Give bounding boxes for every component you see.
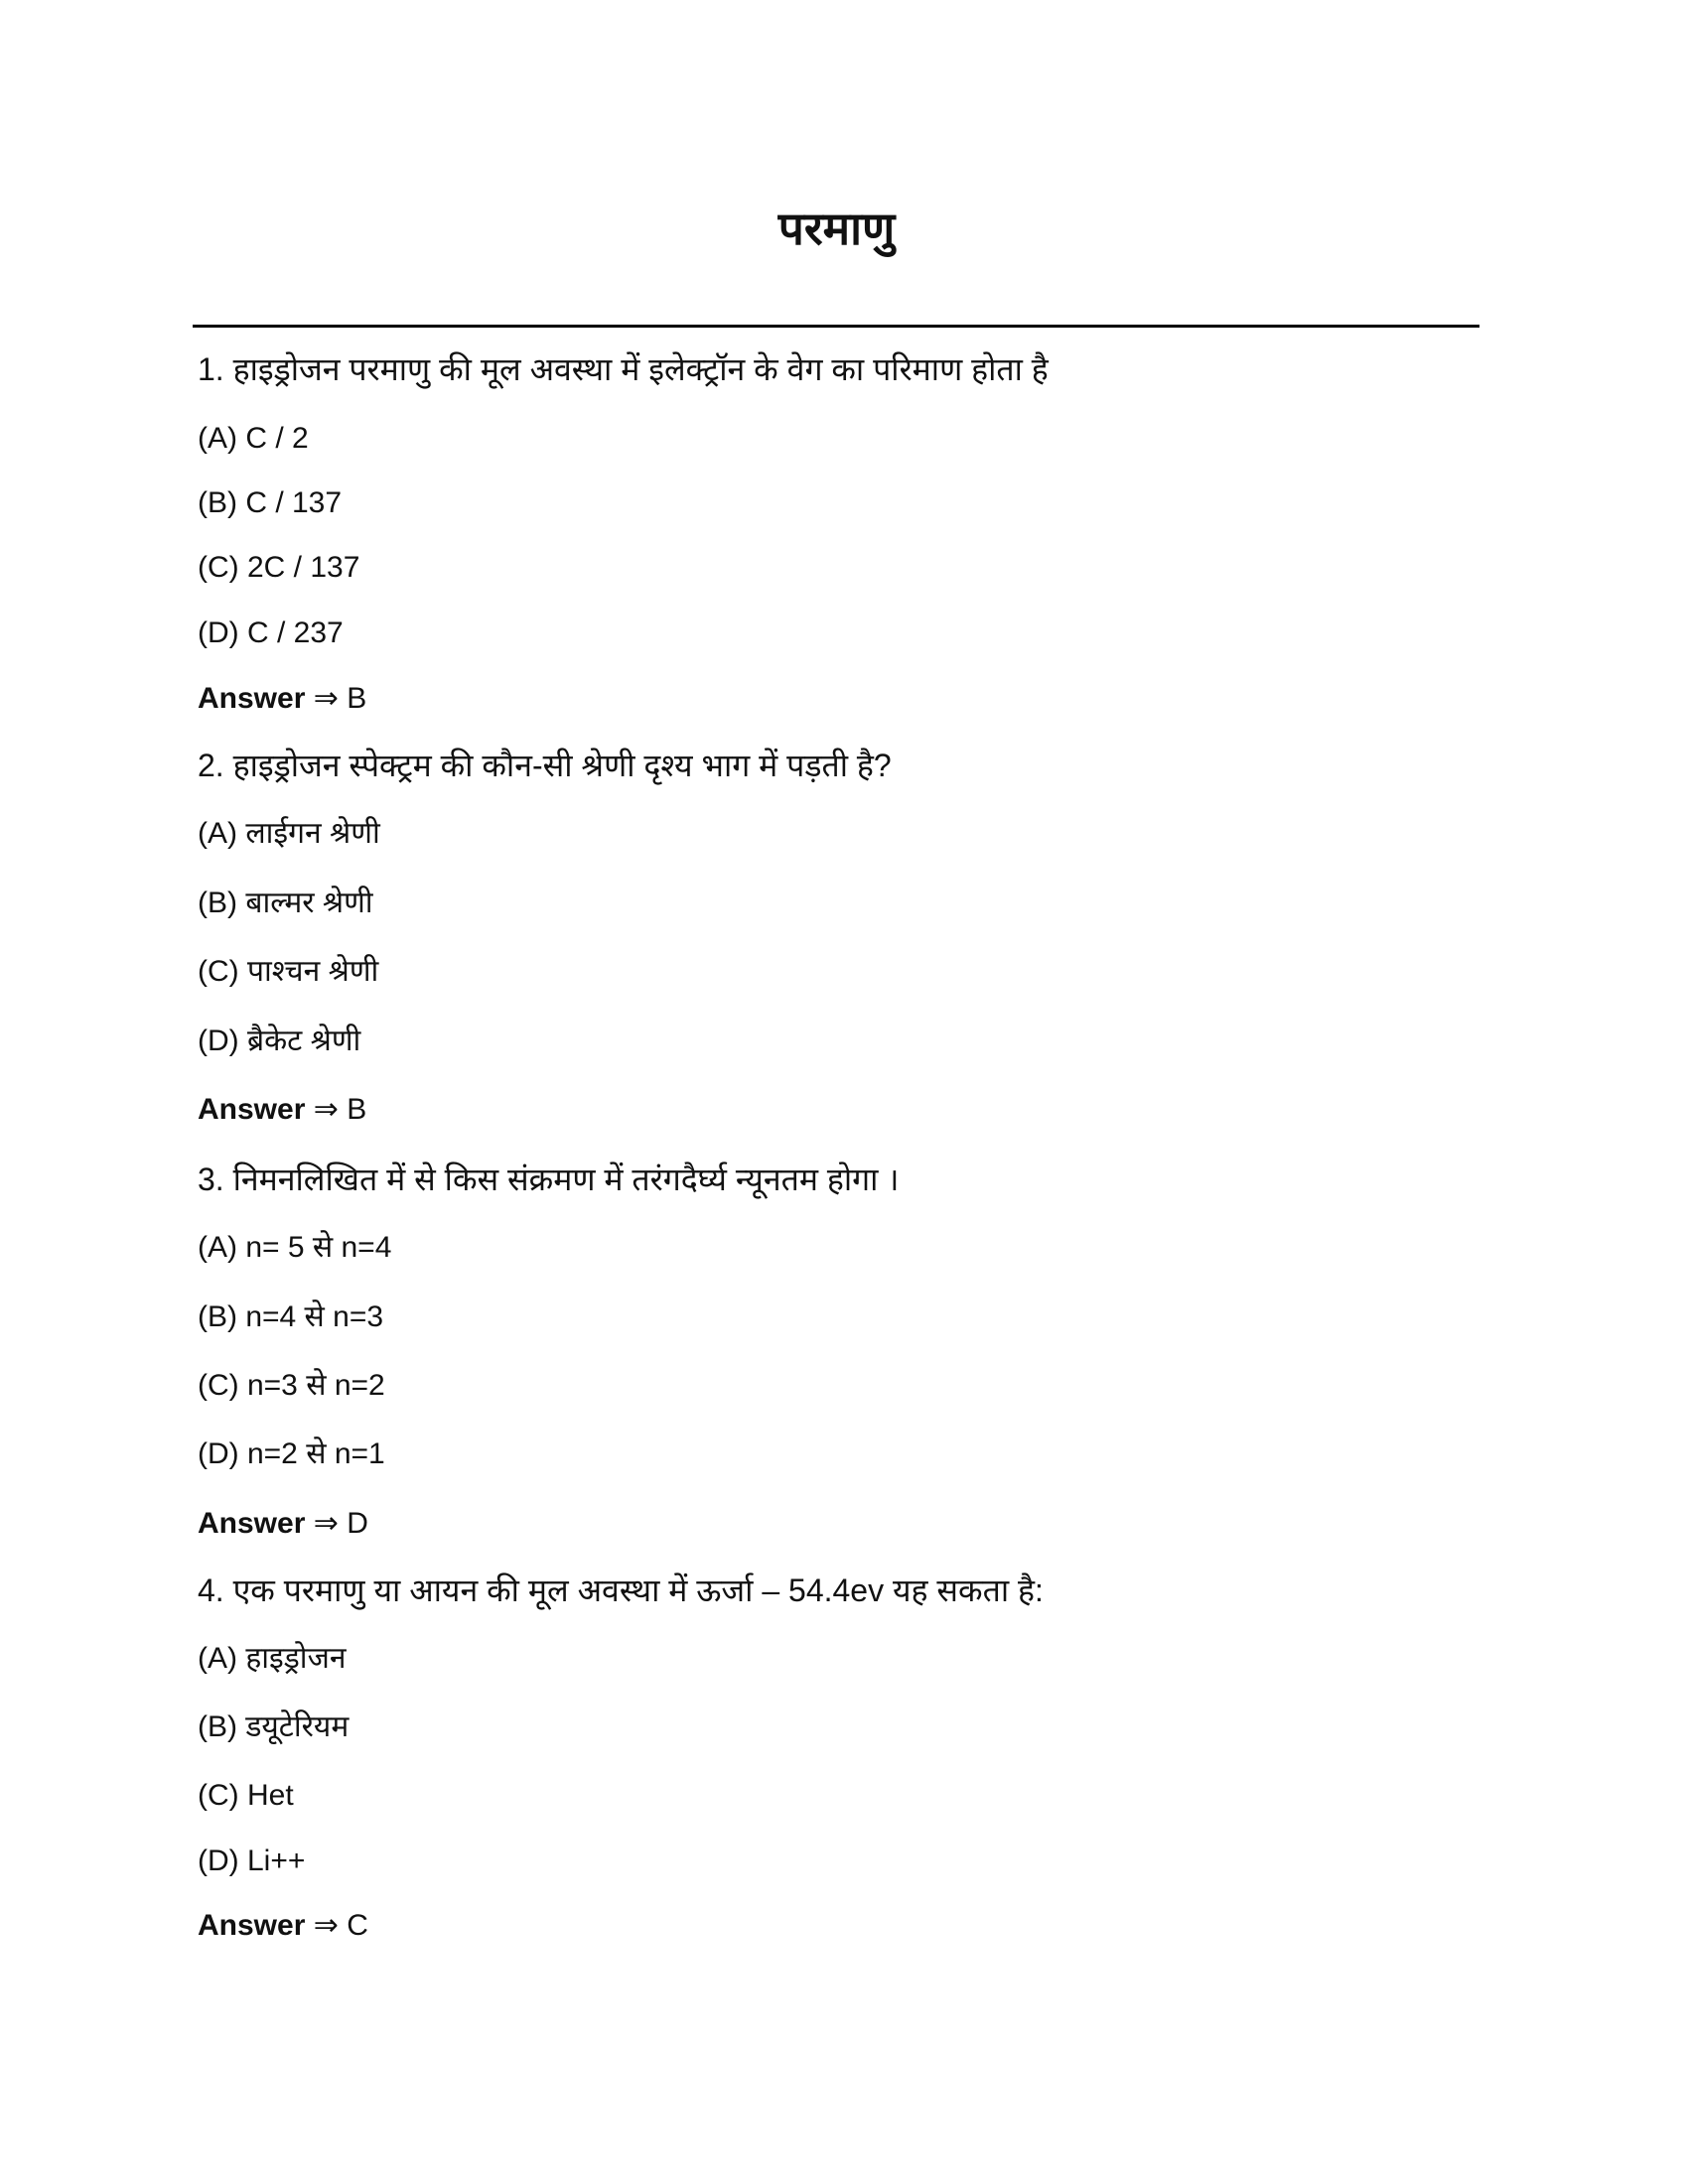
answer-value: ⇒ C (313, 1909, 368, 1942)
answer-label: Answer (198, 1507, 306, 1540)
answer-value: ⇒ D (313, 1507, 368, 1540)
title-divider (193, 325, 1479, 328)
option-b: (B) बाल्मर श्रेणी (198, 887, 373, 919)
option-a: (A) C / 2 (198, 422, 309, 455)
option-c: (C) n=3 से n=2 (198, 1369, 385, 1402)
option-b: (B) डयूटेरियम (198, 1710, 350, 1743)
option-d: (D) Li++ (198, 1844, 306, 1877)
answer-value: ⇒ B (313, 1093, 367, 1126)
answer-line (198, 1906, 368, 1946)
option-d: (D) n=2 से n=1 (198, 1437, 385, 1470)
question-text: 2. हाइड्रोजन स्पेक्ट्रम की कौन-सी श्रेणी दृश्य भाग में पड़ती है? (198, 748, 892, 783)
answer-label: Answer (198, 682, 306, 715)
question-text: 3. निमनलिखित में से किस संक्रमण में तरंगदैर्घ्य न्यूनतम होगा । (198, 1161, 900, 1197)
answer-label: Answer (198, 1909, 306, 1942)
option-a: (A) लाईगन श्रेणी (198, 817, 380, 850)
page-title: परमाणु (777, 203, 896, 254)
option-c: (C) 2C / 137 (198, 551, 360, 584)
answer-line (198, 1090, 366, 1130)
option-b: (B) C / 137 (198, 486, 343, 519)
option-d: (D) C / 237 (198, 616, 344, 649)
question-text: 4. एक परमाणु या आयन की मूल अवस्था में ऊर्जा – 54.4ev यह सकता है: (198, 1572, 1044, 1608)
option-c: (C) पाश्चन श्रेणी (198, 955, 379, 988)
option-c: (C) Het (198, 1779, 294, 1812)
option-a: (A) हाइड्रोजन (198, 1642, 347, 1675)
option-b: (B) n=4 से n=3 (198, 1300, 384, 1333)
answer-line (198, 1504, 368, 1544)
answer-value: ⇒ B (313, 682, 367, 715)
option-d: (D) ब्रैकेट श्रेणी (198, 1024, 361, 1057)
option-a: (A) n= 5 से n=4 (198, 1231, 392, 1264)
answer-line (198, 679, 366, 719)
answer-label: Answer (198, 1093, 306, 1126)
question-text: 1. हाइड्रोजन परमाणु की मूल अवस्था में इलेक्ट्रॉन के वेग का परिमाण होता है (198, 351, 1049, 387)
